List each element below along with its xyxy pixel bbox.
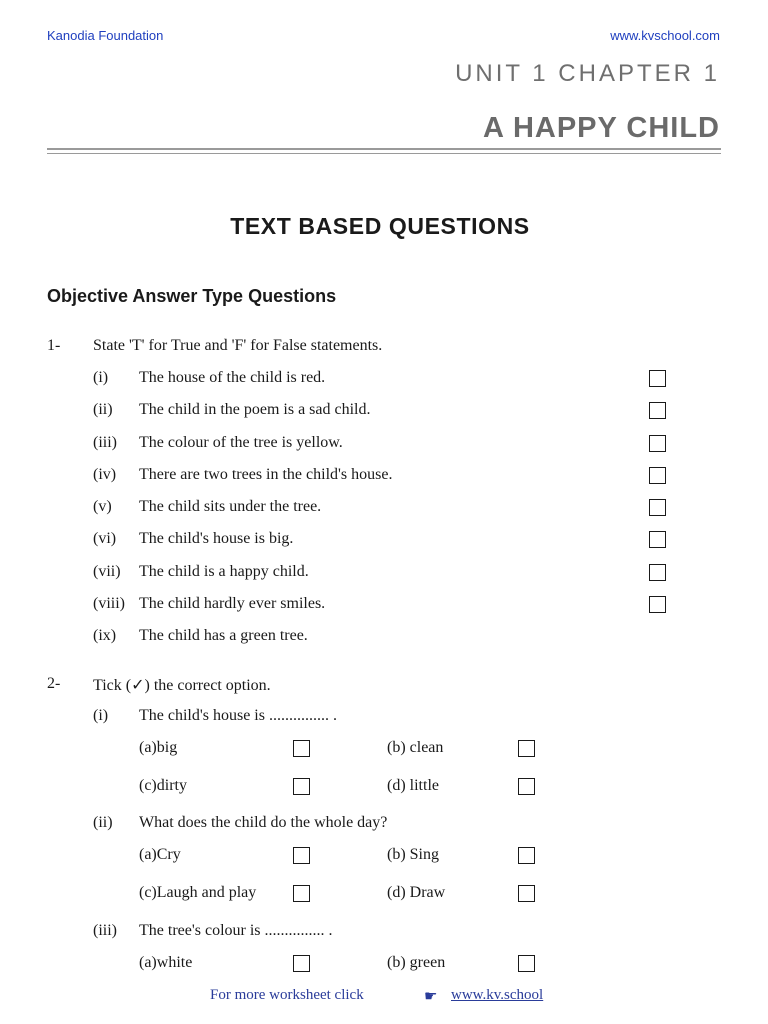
q1-item-number: (i) — [93, 369, 109, 386]
question-2-number: 2- — [47, 675, 61, 692]
q1-item-number: (ix) — [93, 627, 117, 644]
question-2-prompt: Tick (✓) the correct option. — [93, 677, 271, 694]
publisher-name: Kanodia Foundation — [47, 28, 164, 43]
option-label: (c)dirty — [139, 777, 187, 794]
q1-item-number: (viii) — [93, 595, 125, 612]
website-link[interactable]: www.kvschool.com — [610, 28, 720, 43]
q1-item-text: The colour of the tree is yellow. — [139, 434, 343, 451]
q1-item-number: (v) — [93, 498, 112, 515]
subsection-title: Objective Answer Type Questions — [47, 286, 337, 306]
answer-checkbox[interactable] — [649, 564, 666, 581]
q1-item-number: (ii) — [93, 401, 113, 418]
header-divider — [47, 148, 721, 150]
answer-checkbox[interactable] — [649, 435, 666, 452]
q1-item-number: (vi) — [93, 530, 117, 547]
option-checkbox[interactable] — [293, 955, 310, 972]
q1-item-text: The child is a happy child. — [139, 563, 309, 580]
unit-chapter-label: UNIT 1 CHAPTER 1 — [455, 60, 720, 87]
option-label: (a)white — [139, 954, 193, 971]
option-label: (d) little — [387, 777, 439, 794]
option-checkbox[interactable] — [518, 778, 535, 795]
option-label: (a)big — [139, 739, 178, 756]
option-label: (d) Draw — [387, 884, 446, 901]
q1-item-text: There are two trees in the child's house. — [139, 466, 393, 483]
option-checkbox[interactable] — [293, 778, 310, 795]
header-divider-thin — [47, 153, 721, 154]
q1-item-text: The child's house is big. — [139, 530, 294, 547]
q2-item-text: The tree's colour is ............... . — [139, 922, 333, 939]
q1-item-text: The child in the poem is a sad child. — [139, 401, 371, 418]
page-title: A HAPPY CHILD — [483, 112, 720, 144]
q2-item-text: The child's house is ............... . — [139, 707, 337, 724]
option-checkbox[interactable] — [518, 847, 535, 864]
option-checkbox[interactable] — [293, 740, 310, 757]
option-label: (b) green — [387, 954, 446, 971]
q1-item-number: (vii) — [93, 563, 121, 580]
answer-checkbox[interactable] — [649, 370, 666, 387]
option-checkbox[interactable] — [518, 740, 535, 757]
q1-item-text: The child sits under the tree. — [139, 498, 322, 515]
answer-checkbox[interactable] — [649, 402, 666, 419]
q1-item-number: (iv) — [93, 466, 117, 483]
answer-checkbox[interactable] — [649, 531, 666, 548]
q2-item-number: (ii) — [93, 814, 113, 831]
question-1-number: 1- — [47, 337, 61, 354]
footer-text: For more worksheet click — [210, 987, 364, 1003]
answer-checkbox[interactable] — [649, 499, 666, 516]
q2-item-text: What does the child do the whole day? — [139, 814, 388, 831]
section-title: TEXT BASED QUESTIONS — [230, 213, 530, 239]
answer-checkbox[interactable] — [649, 596, 666, 613]
q1-item-text: The child hardly ever smiles. — [139, 595, 326, 612]
answer-checkbox[interactable] — [649, 467, 666, 484]
q2-item-number: (i) — [93, 707, 109, 724]
option-checkbox[interactable] — [518, 955, 535, 972]
footer-link[interactable]: www.kv.school — [451, 987, 544, 1003]
option-label: (b) clean — [387, 739, 444, 756]
q1-item-text: The child has a green tree. — [139, 627, 308, 644]
option-checkbox[interactable] — [518, 885, 535, 902]
q1-item-number: (iii) — [93, 434, 117, 451]
option-label: (b) Sing — [387, 846, 439, 863]
q2-item-number: (iii) — [93, 922, 117, 939]
question-1-prompt: State 'T' for True and 'F' for False statements. — [93, 337, 383, 354]
pointing-hand-icon: ☛ — [424, 989, 438, 1005]
option-checkbox[interactable] — [293, 885, 310, 902]
q1-item-text: The house of the child is red. — [139, 369, 326, 386]
option-label: (a)Cry — [139, 846, 181, 863]
option-checkbox[interactable] — [293, 847, 310, 864]
option-label: (c)Laugh and play — [139, 884, 257, 901]
